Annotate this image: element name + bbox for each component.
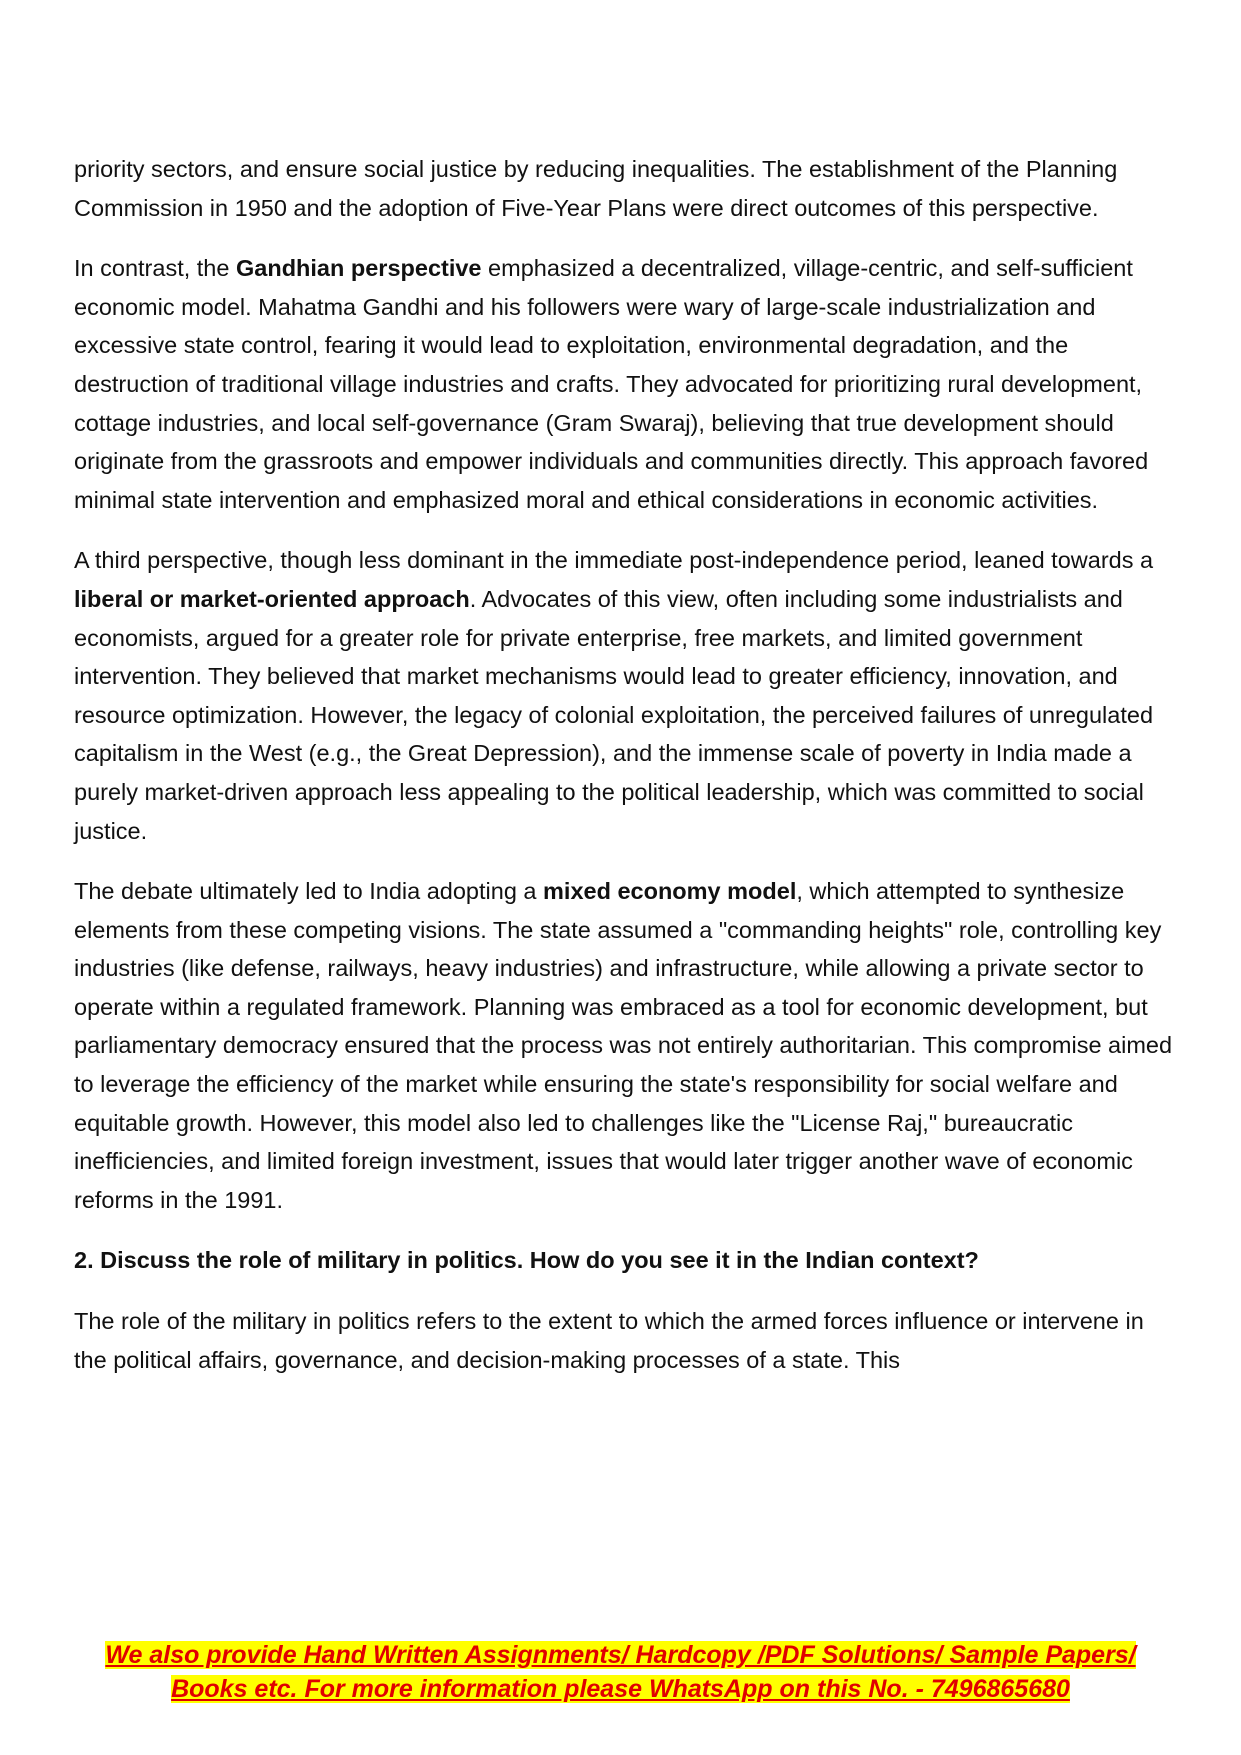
term-mixed-economy: mixed economy model — [543, 878, 797, 905]
paragraph-gandhian-perspective: In contrast, the Gandhian perspective emphasized a decentralized, village-centric, and self-sufficient economic model. Mahatma Gandhi and his followers were wary of large-scale industrialization and excessive state control, fearing it would lead to exploitation, environmental degradation, and the destruction of traditional village industries and crafts. They advocated for prioritizing rural development, cottage industries, and local self-governance (Gram Swaraj), believing that true development should originate from the grassroots and empower individuals and communities directly. This approach favored minimal state intervention and emphasized moral and ethical considerations in economic activities. — [74, 255, 1149, 513]
promo-footer-line-2: Books etc. For more information please WhatsApp on this No. - 7496865680 — [171, 1675, 1070, 1703]
paragraph-mixed-economy: The debate ultimately led to India adopting a mixed economy model, which attempted to synthesize elements from these competing visions. The state assumed a "commanding heights" role, controlling key industries (like defense, railways, heavy industries) and infrastructure, while allowing a private sector to operate within a regulated framework. Planning was embraced as a tool for economic development, but parliamentary democracy ensured that the process was not entirely authoritarian. This compromise aimed to leverage the efficiency of the market while ensuring the state's responsibility for social welfare and equitable growth. However, this model also led to challenges like the "License Raj," bureaucratic inefficiencies, and limited foreign investment, issues that would later trigger another wave of economic reforms in the 1991. — [74, 878, 1173, 1213]
paragraph-liberal-approach: A third perspective, though less dominant in the immediate post-independence period, leaned towards a liberal or market-oriented approach. Advocates of this view, often including some industrialists and economists, argued for a greater role for private enterprise, free markets, and limited government intervention. They believed that market mechanisms would lead to greater efficiency, innovation, and resource optimization. However, the legacy of colonial exploitation, the perceived failures of unregulated capitalism in the West (e.g., the Great Depression), and the immense scale of poverty in India made a purely market-driven approach less appealing to the political leadership, which was committed to social justice. — [74, 547, 1154, 844]
question-heading: 2. Discuss the role of military in politics. How do you see it in the Indian context? — [74, 1247, 979, 1274]
document-body — [74, 150, 1174, 1401]
term-liberal-approach: liberal or market-oriented approach — [74, 585, 470, 612]
promo-footer — [0, 1638, 1241, 1706]
term-gandhian-perspective: Gandhian perspective — [235, 255, 482, 282]
paragraph-planning-continuation: priority sectors, and ensure social justice by reducing inequalities. The establishment of the Planning Commission in 1950 and the adoption of Five-Year Plans were direct outcomes of this perspective. — [74, 156, 1118, 221]
promo-footer-line-1: We also provide Hand Written Assignments/ Hardcopy /PDF Solutions/ Sample Papers/ — [105, 1641, 1136, 1669]
answer-intro-paragraph: The role of the military in politics refers to the extent to which the armed forces influence or intervene in the political affairs, governance, and decision-making processes of a state. This — [74, 1308, 1144, 1373]
